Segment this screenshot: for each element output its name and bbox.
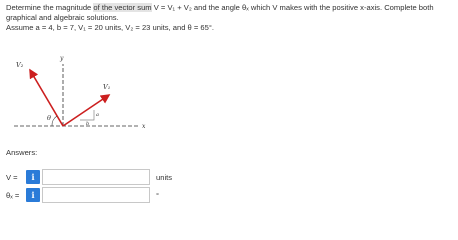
y-axis-label: y: [60, 55, 64, 62]
vector-diagram: [0, 50, 170, 140]
b-label: b: [86, 121, 90, 127]
highlighted-text: of the vector sum: [93, 3, 152, 12]
degree-label: °: [156, 190, 160, 200]
x-axis-label: x: [142, 123, 146, 130]
v1-label: V₁: [103, 83, 111, 91]
info-icon[interactable]: i: [26, 170, 40, 184]
slope-triangle: [80, 110, 94, 120]
answer-label: θₓ =: [6, 190, 20, 200]
angle-input[interactable]: [42, 187, 150, 203]
answers-heading: Answers:: [6, 148, 38, 157]
problem-statement: [6, 3, 454, 34]
problem-line-1: [6, 3, 454, 13]
units-label: units: [156, 172, 173, 182]
magnitude-input[interactable]: [42, 169, 150, 185]
info-icon[interactable]: i: [26, 188, 40, 202]
problem-line-2: graphical and algebraic solutions.: [6, 13, 119, 23]
a-label: a: [96, 112, 99, 118]
answer-label: V =: [6, 172, 18, 182]
problem-text: V = V₁ + V₂ and the angle θₓ which V makes with the positive x-axis. Complete both: [151, 3, 434, 12]
theta-label: θ: [47, 114, 51, 122]
v2-label: V₂: [16, 61, 24, 69]
theta-arc: [52, 116, 57, 126]
problem-text: Determine the magnitude: [6, 3, 94, 12]
answer-row-magnitude: [6, 169, 172, 185]
problem-line-3: Assume a = 4, b = 7, V₁ = 20 units, V₂ = 23 units, and θ = 65°.: [6, 23, 215, 33]
answer-row-angle: [6, 187, 159, 203]
